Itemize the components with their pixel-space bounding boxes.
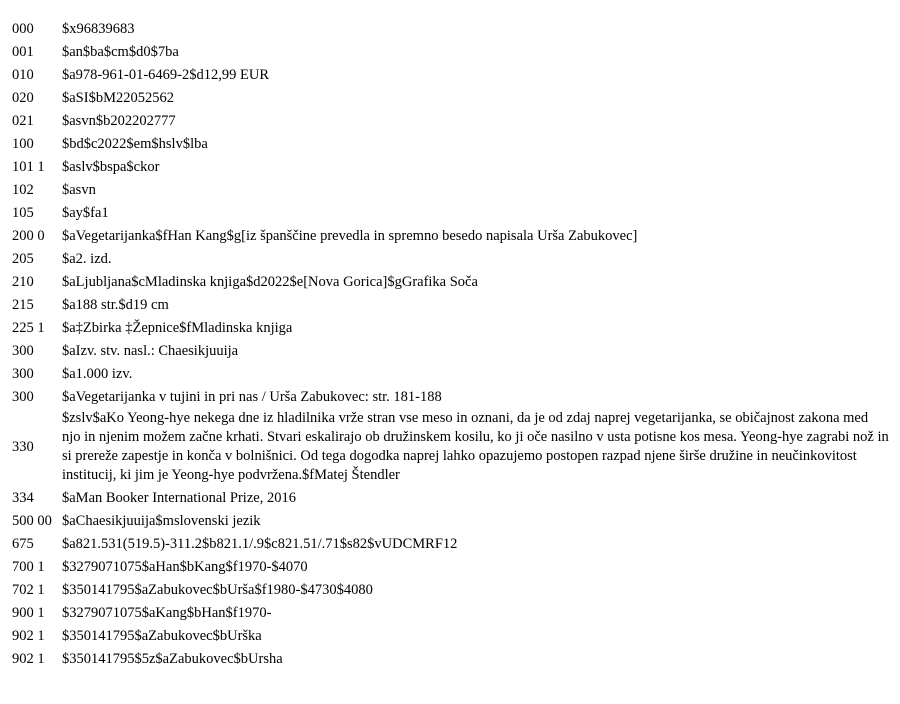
field-tag: 334 — [12, 489, 34, 506]
field-tag: 330 — [12, 439, 34, 455]
marc-field-row — [10, 132, 890, 155]
marc-field-row — [10, 509, 890, 532]
field-tag: 100 — [12, 135, 34, 152]
marc-field-row — [10, 17, 890, 40]
field-tag: 215 — [12, 296, 34, 313]
marc-field-row — [10, 293, 890, 316]
field-tag: 101 1 — [12, 158, 45, 175]
field-value: $3279071075$aKang$bHan$f1970- — [62, 604, 272, 621]
field-tag: 021 — [12, 112, 34, 129]
field-value: $350141795$5z$aZabukovec$bUrsha — [62, 650, 283, 667]
field-value: $a978-961-01-6469-2$d12,99 EUR — [62, 66, 270, 83]
marc-field-row — [10, 86, 890, 109]
marc-field-row — [10, 316, 890, 339]
marc-field-row — [10, 247, 890, 270]
marc-record-table — [10, 17, 890, 670]
marc-field-row — [10, 109, 890, 132]
field-value: $aChaesikjuuija$mslovenski jezik — [62, 512, 261, 529]
field-value: $a2. izd. — [62, 250, 112, 267]
field-tag: 210 — [12, 273, 34, 290]
field-value: $asvn$b202202777 — [62, 112, 176, 129]
field-value: $aVegetarijanka v tujini in pri nas / Urša Zabukovec: str. 181-188 — [62, 388, 442, 405]
field-tag: 000 — [12, 20, 34, 37]
field-value: $aIzv. stv. nasl.: Chaesikjuuija — [62, 342, 239, 359]
field-value: $aMan Booker International Prize, 2016 — [62, 489, 296, 506]
marc-field-row — [10, 40, 890, 63]
field-value: $aslv$bspa$ckor — [62, 158, 160, 175]
marc-field-row — [10, 486, 890, 509]
field-tag: 225 1 — [12, 319, 45, 336]
field-value: $zslv$aKo Yeong-hye nekega dne iz hladilnika vrže stran vse meso in oznani, da je od zdaj naprej vegetarijanka, se običajnost zakona med njo in njenim možem začne krhati. Stvari eskalirajo ob družinskem kosilu, ko ji oče nasilno v usta potisne kos mesa. Yeong-hye zagrabi nož in si prereže zapestje in konča v bolnišnici. Od tega dogodka naprej lahko opazujemo postopen razpad njene širše družine in neučinkovitost institucij, ki jim je Yeong-hye podvržena.$fMatej Štendler — [62, 410, 889, 483]
marc-field-row — [10, 385, 890, 408]
marc-field-row — [10, 270, 890, 293]
field-value: $3279071075$aHan$bKang$f1970-$4070 — [62, 558, 308, 575]
field-value: $an$ba$cm$d0$7ba — [62, 43, 179, 60]
marc-field-row — [10, 224, 890, 247]
field-value: $asvn — [62, 181, 96, 198]
field-tag: 900 1 — [12, 604, 45, 621]
field-value: $ay$fa1 — [62, 204, 109, 221]
marc-field-row — [10, 647, 890, 670]
field-value: $350141795$aZabukovec$bUrša$f1980-$4730$4080 — [62, 581, 373, 598]
field-value: $aSI$bM22052562 — [62, 89, 174, 106]
field-tag: 105 — [12, 204, 34, 221]
marc-field-row — [10, 339, 890, 362]
marc-field-row — [10, 63, 890, 86]
field-value: $350141795$aZabukovec$bUrška — [62, 627, 262, 644]
field-tag: 102 — [12, 181, 34, 198]
field-tag: 200 0 — [12, 227, 45, 244]
marc-field-row — [10, 408, 890, 486]
field-tag: 300 — [12, 342, 34, 359]
field-value: $bd$c2022$em$hslv$lba — [62, 135, 208, 152]
field-value: $a1.000 izv. — [62, 365, 133, 382]
field-tag: 700 1 — [12, 558, 45, 575]
field-tag: 020 — [12, 89, 34, 106]
marc-field-row — [10, 578, 890, 601]
marc-field-row — [10, 555, 890, 578]
marc-field-row — [10, 362, 890, 385]
field-tag: 702 1 — [12, 581, 45, 598]
field-value: $aLjubljana$cMladinska knjiga$d2022$e[Nova Gorica]$gGrafika Soča — [62, 273, 478, 290]
field-tag: 300 — [12, 365, 34, 382]
marc-field-row — [10, 601, 890, 624]
field-value: $a188 str.$d19 cm — [62, 296, 169, 313]
field-tag: 902 1 — [12, 650, 45, 667]
field-tag: 300 — [12, 388, 34, 405]
field-tag: 010 — [12, 66, 34, 83]
field-value: $x96839683 — [62, 20, 135, 37]
marc-field-row — [10, 532, 890, 555]
field-tag: 675 — [12, 535, 34, 552]
marc-field-row — [10, 624, 890, 647]
field-value: $aVegetarijanka$fHan Kang$g[iz španščine prevedla in spremno besedo napisala Urša Zabukovec] — [62, 227, 638, 244]
field-value: $a821.531(519.5)-311.2$b821.1/.9$c821.51/.71$s82$vUDCMRF12 — [62, 535, 458, 552]
marc-field-row — [10, 155, 890, 178]
field-tag: 902 1 — [12, 627, 45, 644]
field-value: $a‡Zbirka ‡Žepnice$fMladinska knjiga — [62, 319, 293, 336]
marc-record-page — [0, 17, 900, 704]
field-tag: 205 — [12, 250, 34, 267]
marc-field-row — [10, 178, 890, 201]
marc-field-row — [10, 201, 890, 224]
field-tag: 001 — [12, 43, 34, 60]
field-tag: 500 00 — [12, 512, 52, 529]
